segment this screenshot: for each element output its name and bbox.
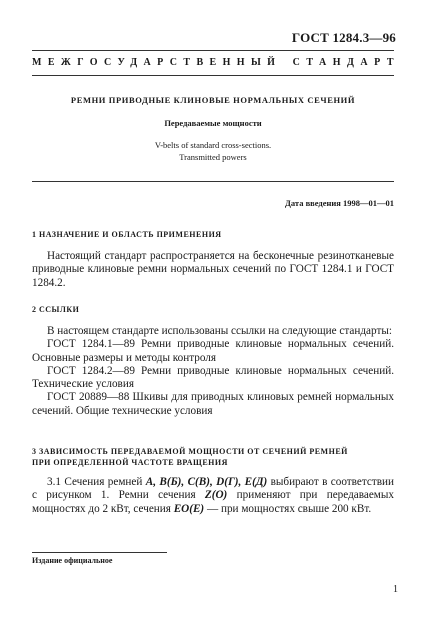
- section-3-heading-line-1: 3 ЗАВИСИМОСТЬ ПЕРЕДАВАЕМОЙ МОЩНОСТИ ОТ СЕЧЕНИЙ РЕМНЕЙ: [32, 447, 348, 456]
- document-number: ГОСТ 1284.3—96: [291, 30, 396, 45]
- document-subtitle: Передаваемые мощности: [164, 118, 262, 128]
- belt-section-eo: EO(E): [173, 502, 205, 515]
- standard-type-right: СТАНДАРТ: [292, 57, 400, 68]
- document-title: РЕМНИ ПРИВОДНЫЕ КЛИНОВЫЕ НОРМАЛЬНЫХ СЕЧЕНИЙ: [70, 95, 356, 105]
- introduction-date: Дата введения 1998—01—01: [285, 198, 394, 208]
- section-3-heading: [32, 446, 394, 468]
- title-rule: [32, 181, 394, 182]
- english-title: [0, 139, 426, 163]
- section-3-paragraph: [32, 476, 394, 516]
- section-1-paragraph: Настоящий стандарт распространяется на бесконечные резинотканевые приводные клиновые ремни нормальных сечений по ГОСТ 1284.1 и ГОСТ 1284.2.: [32, 250, 394, 289]
- text-run: выбирают в соответствии с рисунком 1. Ремни сечения: [32, 476, 394, 502]
- belt-sections-list: A, B(Б), C(B), D(Г), E(Д): [145, 476, 268, 488]
- text-run: 3.1 Сечения ремней: [47, 476, 146, 488]
- belt-section-z: Z(O): [204, 489, 228, 502]
- standard-type-header: [32, 57, 400, 68]
- section-1-body: [32, 250, 394, 290]
- section-1-heading: 1 НАЗНАЧЕНИЕ И ОБЛАСТЬ ПРИМЕНЕНИЯ: [32, 230, 222, 239]
- text-run: — при мощностях свыше 200 кВт.: [204, 502, 372, 515]
- footer-rule: [32, 552, 167, 553]
- reference-gost-1284-1: ГОСТ 1284.1—89 Ремни приводные клиновые нормальных сечений. Основные размеры и методы контроля: [32, 338, 394, 364]
- text-run: применяют при передаваемых мощностях до 2 кВт, сечения: [32, 489, 394, 515]
- official-edition-label: Издание официальное: [32, 556, 113, 565]
- english-title-line-2: Transmitted powers: [179, 152, 247, 162]
- section-3-heading-line-2: ПРИ ОПРЕДЕЛЕННОЙ ЧАСТОТЕ ВРАЩЕНИЯ: [32, 458, 228, 467]
- standard-type-left: МЕЖГОСУДАРСТВЕННЫЙ: [32, 57, 282, 68]
- section-3-body: [32, 476, 394, 516]
- top-rule: [32, 50, 394, 51]
- reference-gost-1284-2: ГОСТ 1284.2—89 Ремни приводные клиновые нормальных сечений. Технические условия: [32, 364, 394, 391]
- section-2-body: [32, 325, 394, 418]
- reference-gost-20889: ГОСТ 20889—88 Шкивы для приводных клиновых ремней нормальных сечений. Общие технические условия: [32, 391, 394, 417]
- section-2-intro: В настоящем стандарте использованы ссылки на следующие стандарты:: [47, 325, 392, 337]
- header-bottom-rule: [32, 75, 394, 76]
- section-2-heading: 2 ССЫЛКИ: [32, 305, 80, 314]
- english-title-line-1: V-belts of standard cross-sections.: [154, 140, 272, 150]
- page-number: 1: [393, 584, 398, 595]
